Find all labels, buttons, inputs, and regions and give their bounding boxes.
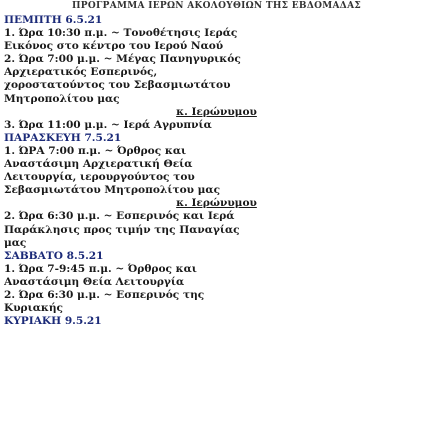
day-heading-saturday: ΣΑΒΒΑΤΟ 8.5.21	[4, 249, 104, 262]
schedule-line: Σεβασμιωτάτου Μητροπολίτου μας	[4, 184, 221, 197]
schedule-line: Εικόνος στο κέντρο του Ιερού Ναού	[4, 40, 224, 53]
bishop-name: κ. Ιερώνυμου	[176, 197, 257, 210]
schedule-line: Αναστάσιμη Αρχιερατική Θεία	[4, 158, 193, 171]
schedule-line: Κυριακής	[4, 302, 63, 315]
schedule-line: Αρχιερατικός Εσπερινός,	[4, 66, 158, 79]
day-heading-sunday: ΚΥΡΙΑΚΗ 9.5.21	[4, 315, 102, 328]
bishop-name-line	[4, 197, 429, 210]
schedule-line: Μητροπολίτου μας	[4, 92, 120, 105]
announcement-page	[0, 1, 433, 432]
bishop-name-line	[4, 106, 429, 119]
schedule-line: 1. Ώρα 10:30 π.μ. ~ Τονοθέτησις Ιεράς	[4, 27, 238, 40]
schedule-line: 2. Ώρα 6:30 μ.μ. ~ Εσπερινός και Ιερά	[4, 210, 235, 223]
schedule-line: Παράκλησις προς τιμήν της Παναγίας	[4, 223, 240, 236]
schedule-line: 2. Ώρα 7:00 μ.μ. ~ Μέγας Πανηγυρικός	[4, 53, 241, 66]
bishop-name: κ. Ιερώνυμου	[176, 105, 257, 118]
schedule-line: μας	[4, 236, 27, 249]
day-heading-thursday: ΠΕΜΠΤΗ 6.5.21	[4, 14, 103, 26]
page-banner: ΠΡΟΓΡΑΜΜΑ ΙΕΡΩΝ ΑΚΟΛΟΥΘΙΩΝ ΤΗΣ ΕΒΔΟΜΑΔΑΣ	[71, 1, 362, 11]
day-heading-friday: ΠΑΡΑΣΚΕΥΗ 7.5.21	[4, 131, 122, 144]
schedule-line: 1. ΏΡΑ 7:00 π.μ. ~ Όρθρος και	[4, 144, 187, 157]
schedule-line: 2. Ώρα 6:30 μ.μ. ~ Εσπερινός της	[4, 288, 205, 301]
schedule-line: Αναστάσιμη Θεία Λειτουργία	[4, 275, 185, 288]
schedule-line: Λειτουργία, ιερουργούντος του	[4, 171, 195, 184]
schedule-line: χοροστατούντος του Σεβασμιωτάτου	[4, 79, 231, 92]
schedule-line: 1. Ώρα 7-9:45 π.μ. ~ Όρθρος και	[4, 262, 197, 275]
schedule-line: 3. Ώρα 11:00 μ.μ. ~ Ιερά Αγρυπνία	[4, 118, 212, 131]
